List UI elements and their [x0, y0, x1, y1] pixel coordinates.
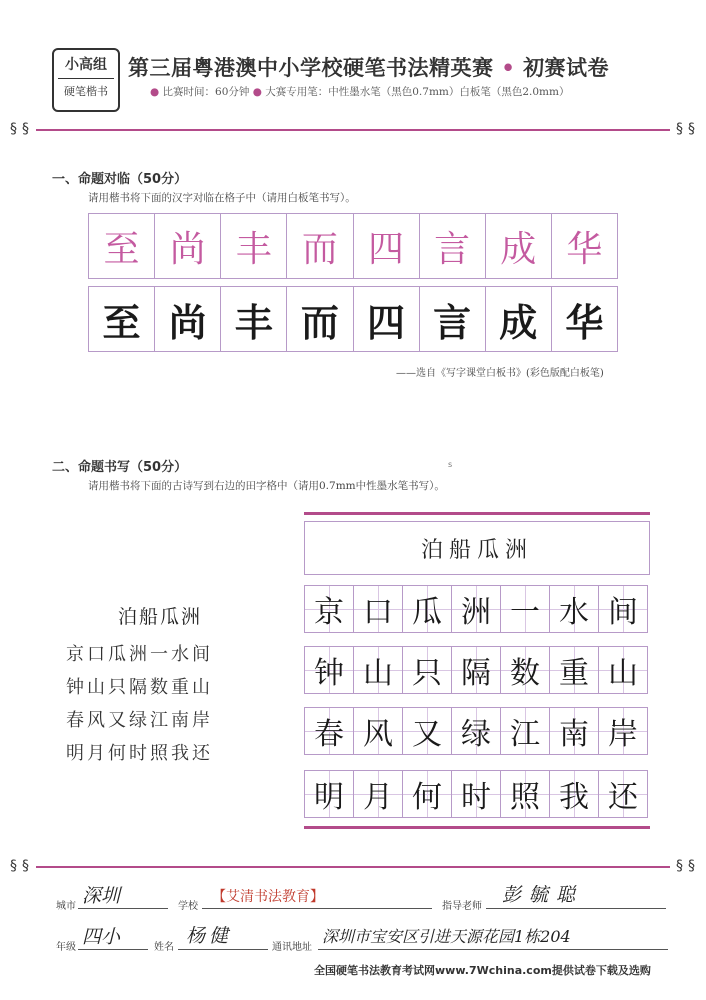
- answer-char: 春: [314, 717, 344, 752]
- stray-mark: s: [448, 460, 453, 469]
- written-char: 言: [433, 299, 472, 345]
- tian-cell[interactable]: [403, 586, 452, 632]
- badge-group-label: 小高组: [65, 57, 107, 73]
- model-char: 尚: [169, 228, 206, 270]
- written-char: 成: [499, 299, 538, 345]
- answer-top-rule: [304, 512, 650, 515]
- answer-char: 水: [559, 595, 589, 630]
- title-dot: •: [501, 56, 516, 80]
- written-cell[interactable]: [354, 287, 420, 351]
- answer-char: 洲: [461, 595, 491, 630]
- answer-char: 照: [510, 780, 540, 815]
- tian-cell[interactable]: [354, 771, 403, 817]
- tian-cell[interactable]: [403, 708, 452, 754]
- scroll-ornament-icon: §: [22, 121, 29, 137]
- teacher-label: 指导老师: [442, 901, 482, 912]
- model-char: 丰: [235, 228, 272, 270]
- exam-info: [150, 84, 569, 99]
- tian-cell[interactable]: [501, 708, 550, 754]
- grade-value[interactable]: 四小: [82, 926, 121, 948]
- model-char-grid: [88, 213, 618, 279]
- poem-title: 泊船瓜洲: [118, 606, 203, 628]
- answer-char: 风: [363, 717, 393, 752]
- scroll-ornament-icon: §: [676, 121, 683, 137]
- address-value[interactable]: 深圳市宝安区引进天源花园1栋204: [322, 927, 571, 946]
- answer-bottom-rule: [304, 826, 650, 829]
- tian-cell[interactable]: [403, 647, 452, 693]
- school-label: 学校: [178, 901, 198, 912]
- address-underline: [318, 949, 668, 950]
- tian-cell[interactable]: [305, 647, 354, 693]
- model-char: 至: [103, 228, 140, 270]
- tian-cell[interactable]: [305, 771, 354, 817]
- written-char: 尚: [168, 299, 207, 345]
- model-char: 华: [566, 228, 603, 270]
- tian-cell[interactable]: [354, 647, 403, 693]
- answer-title: 泊船瓜洲: [420, 537, 533, 563]
- city-value[interactable]: 深圳: [82, 885, 121, 907]
- tian-cell[interactable]: [354, 708, 403, 754]
- exam-title-main: 第三届粤港澳中小学校硬笔书法精英赛: [128, 56, 494, 80]
- tian-cell[interactable]: [452, 771, 501, 817]
- answer-char: 还: [608, 780, 638, 815]
- scroll-ornament-icon: §: [10, 858, 17, 874]
- answer-char: 我: [559, 780, 589, 815]
- tian-row: [304, 646, 648, 694]
- teacher-underline: [486, 908, 666, 909]
- written-char: 丰: [234, 299, 273, 345]
- answer-char: 岸: [608, 717, 638, 752]
- site-footer-text: 全国硬笔书法教育考试网www.7Wchina.com提供试卷下载及选购: [314, 964, 651, 977]
- scroll-ornament-icon: §: [10, 121, 17, 137]
- section1-heading: 一、命题对临（50分）: [52, 172, 188, 187]
- exam-time: 比赛时间：60分钟: [162, 86, 250, 98]
- written-cell[interactable]: [420, 287, 486, 351]
- answer-char: 间: [608, 595, 638, 630]
- written-cell[interactable]: [155, 287, 221, 351]
- poem-line: 明月何时照我还: [66, 743, 213, 764]
- tian-row: [304, 585, 648, 633]
- model-cell: [486, 214, 552, 278]
- model-cell: [354, 214, 420, 278]
- answer-char: 瓜: [412, 595, 442, 630]
- answer-char: 只: [412, 656, 442, 691]
- bullet-icon: ●: [150, 86, 160, 98]
- answer-char: 又: [412, 717, 442, 752]
- answer-char: 山: [363, 656, 393, 691]
- badge-divider: [58, 78, 114, 79]
- source-credit: ——选自《写字课堂白板书》(彩色版配白板笔): [396, 368, 604, 379]
- city-label: 城市: [56, 901, 76, 912]
- tian-cell[interactable]: [501, 771, 550, 817]
- model-cell: [221, 214, 287, 278]
- address-label: 通讯地址: [272, 942, 312, 953]
- written-cell[interactable]: [552, 287, 617, 351]
- grade-label: 年级: [56, 942, 76, 953]
- tian-row: [304, 707, 648, 755]
- answer-char: 江: [510, 717, 540, 752]
- scroll-ornament-icon: §: [688, 121, 695, 137]
- tian-cell[interactable]: [501, 586, 550, 632]
- poem-line: 春风又绿江南岸: [66, 710, 213, 731]
- footer-rule: [36, 866, 670, 868]
- badge-style-label: 硬笔楷书: [64, 85, 108, 98]
- written-char: 至: [102, 299, 141, 345]
- group-badge: [52, 48, 120, 112]
- model-cell: [155, 214, 221, 278]
- answer-char: 绿: [461, 717, 491, 752]
- answer-char: 口: [363, 595, 393, 630]
- tian-cell[interactable]: [599, 771, 647, 817]
- model-char: 而: [301, 228, 338, 270]
- scroll-ornament-icon: §: [22, 858, 29, 874]
- answer-char: 南: [559, 717, 589, 752]
- answer-char: 时: [461, 780, 491, 815]
- exam-title: [128, 52, 609, 82]
- teacher-value[interactable]: 彭毓聪: [502, 884, 584, 906]
- name-underline: [178, 949, 268, 950]
- tian-cell[interactable]: [550, 586, 599, 632]
- tian-row: [304, 770, 648, 818]
- scroll-ornament-icon: §: [676, 858, 683, 874]
- name-label: 姓名: [154, 942, 174, 953]
- answer-char: 明: [314, 780, 344, 815]
- grade-underline: [78, 949, 148, 950]
- poem-line: 京口瓜洲一水间: [66, 644, 213, 665]
- answer-title-box: [304, 521, 650, 575]
- section2-instructions: 请用楷书将下面的古诗写到右边的田字格中（请用0.7mm中性墨水笔书写）。: [88, 480, 445, 492]
- model-char: 言: [434, 228, 471, 270]
- poem-line: 钟山只隔数重山: [66, 677, 213, 698]
- written-char: 四: [367, 299, 406, 345]
- answer-char: 一: [510, 595, 540, 630]
- tian-cell[interactable]: [550, 647, 599, 693]
- exam-title-suffix: 初赛试卷: [523, 56, 610, 80]
- tian-cell[interactable]: [452, 647, 501, 693]
- answer-char: 何: [412, 780, 442, 815]
- model-char: 四: [368, 228, 405, 270]
- tian-cell[interactable]: [452, 586, 501, 632]
- tian-cell[interactable]: [599, 708, 647, 754]
- tian-cell[interactable]: [305, 708, 354, 754]
- tian-cell[interactable]: [452, 708, 501, 754]
- model-cell: [89, 214, 155, 278]
- bullet-icon: ●: [252, 86, 262, 98]
- answer-char: 数: [510, 656, 540, 691]
- answer-char: 重: [559, 656, 589, 691]
- model-char: 成: [500, 228, 537, 270]
- section2-heading: 二、命题书写（50分）: [52, 460, 188, 475]
- model-cell: [552, 214, 617, 278]
- written-cell[interactable]: [221, 287, 287, 351]
- written-cell[interactable]: [89, 287, 155, 351]
- model-cell: [420, 214, 486, 278]
- header-rule: [36, 129, 670, 131]
- written-char-grid: [88, 286, 618, 352]
- answer-char: 京: [314, 595, 344, 630]
- name-value[interactable]: 杨健: [186, 925, 233, 947]
- answer-char: 月: [363, 780, 393, 815]
- exam-pens: 大赛专用笔：中性墨水笔（黑色0.7mm）白板笔（黑色2.0mm）: [265, 86, 570, 98]
- answer-char: 山: [608, 656, 638, 691]
- model-cell: [287, 214, 353, 278]
- school-underline: [202, 908, 432, 909]
- scroll-ornament-icon: §: [688, 858, 695, 874]
- tian-cell[interactable]: [305, 586, 354, 632]
- written-char: 而: [300, 299, 339, 345]
- school-value[interactable]: 【艾清书法教育】: [212, 889, 324, 905]
- section1-instructions: 请用楷书将下面的汉字对临在格子中（请用白板笔书写）。: [88, 192, 356, 204]
- written-char: 华: [565, 299, 604, 345]
- tian-cell[interactable]: [599, 586, 647, 632]
- tian-cell[interactable]: [550, 771, 599, 817]
- tian-cell[interactable]: [403, 771, 452, 817]
- city-underline: [78, 908, 168, 909]
- written-cell[interactable]: [486, 287, 552, 351]
- tian-cell[interactable]: [354, 586, 403, 632]
- answer-char: 钟: [314, 656, 344, 691]
- tian-cell[interactable]: [599, 647, 647, 693]
- tian-cell[interactable]: [550, 708, 599, 754]
- tian-cell[interactable]: [501, 647, 550, 693]
- answer-char: 隔: [461, 656, 491, 691]
- written-cell[interactable]: [287, 287, 353, 351]
